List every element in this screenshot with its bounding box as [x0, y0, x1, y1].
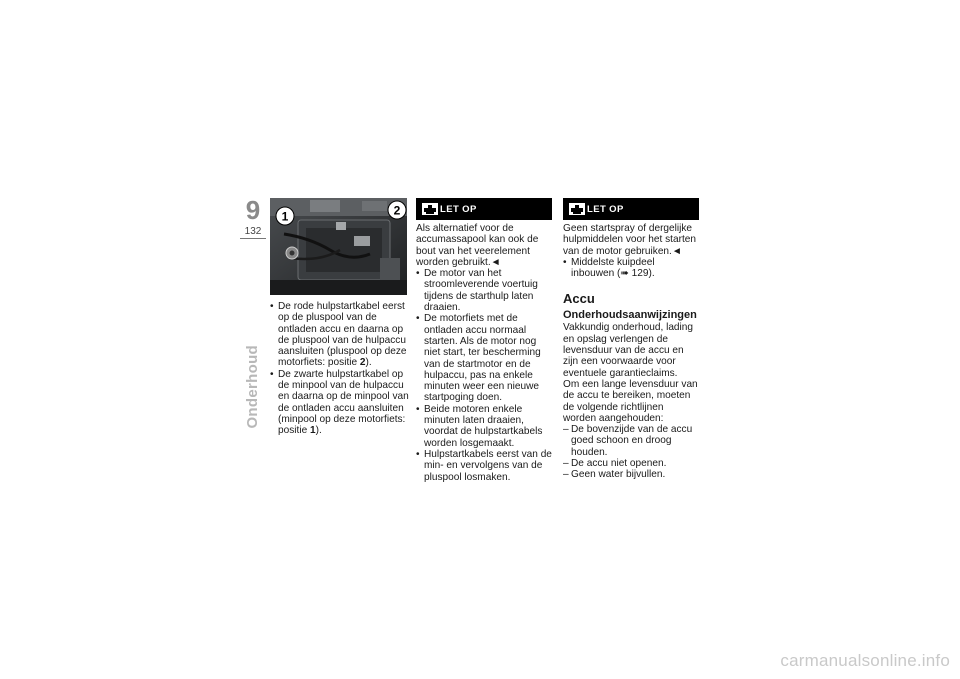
list-item-tail: ).: [365, 357, 372, 369]
list-item: • De motorfiets met de ontladen accu normaal starten. Als de motor nog niet start, ter bescherming van de startmotor en de hulpaccu, pas na enkele minuten weer een nieuwe startpoging doen.: [416, 313, 552, 403]
paragraph: Vakkundig onderhoud, lading en opslag verlengen de levensduur van de accu en zijn een voorwaarde voor eventuele garantieclaims.: [563, 322, 694, 379]
list-item: • Beide motoren enkele minuten laten draaien, voordat de hulpstartkabels worden losgemaakt.: [416, 404, 552, 449]
position-ref: 2: [359, 357, 366, 369]
list-item: • De motor van het stroomleverende voertuig tijdens de starthulp laten draaien.: [416, 268, 552, 313]
caution-banner: [563, 198, 699, 220]
section-heading-accu: Accu: [563, 291, 595, 307]
list-item: – Geen water bijvullen.: [563, 469, 699, 480]
list-item-text: De rode hulpstartkabel eerst op de pluspool van de ontladen accu en daarna op de pluspool van de hulpaccu aansluiten (pluspool op deze motorfiets: positie: [278, 301, 407, 369]
jumpstart-steps-list: [270, 301, 410, 437]
position-ref: 1: [309, 425, 316, 437]
subheading-maintenance: Onderhoudsaanwijzingen: [563, 309, 697, 322]
maintenance-guidelines-list: [563, 424, 699, 480]
engine-photo-illustration: [270, 198, 407, 295]
list-item-text: De zwarte hulpstartkabel op de minpool van de hulpaccu en daarna op de minpool van de ontladen accu aansluiten (minpool op deze motorfiets: positie: [278, 368, 409, 437]
jumpstart-procedure-list: [416, 268, 552, 483]
section-title: Onderhoud: [244, 345, 261, 429]
caution-text: Als alternatief voor de accumassapool kan ook de bout van het veerelement worden gebruikt.◄: [416, 223, 539, 268]
list-item: • Middelste kuipdeel inbouwen (➠ 129).: [563, 257, 699, 280]
list-item: – De accu niet openen.: [563, 458, 699, 469]
callout-1: 1: [281, 209, 289, 224]
watermark: carmanualsonline.info: [780, 651, 950, 670]
caution-hand-icon: [568, 202, 586, 216]
caution-label: LET OP: [440, 204, 477, 215]
caution-text: Geen startspray of dergelijke hulpmiddelen voor het starten van de motor gebruiken.◄: [563, 223, 696, 257]
caution-banner: [416, 198, 552, 220]
list-item-tail: ).: [315, 425, 322, 437]
reassembly-list: [563, 257, 699, 280]
section-title-vertical: [240, 345, 266, 445]
list-item: [270, 301, 410, 369]
page-number: 132: [244, 226, 262, 237]
sidebar-divider: [240, 238, 266, 239]
list-item: – De bovenzijde van de accu goed schoon en droog houden.: [563, 424, 699, 458]
callout-2: 2: [393, 203, 401, 218]
list-item: [270, 369, 410, 437]
column-2: [416, 198, 552, 483]
paragraph: Om een lange levensduur van de accu te bereiken, moeten de volgende richtlijnen worden aangehouden:: [563, 378, 698, 424]
caution-hand-icon: [421, 202, 439, 216]
list-item: • Hulpstartkabels eerst van de min- en vervolgens van de pluspool losmaken.: [416, 449, 552, 483]
battery-jumpstart-photo: [270, 198, 407, 295]
column-1: [270, 301, 410, 437]
caution-label: LET OP: [587, 204, 624, 215]
chapter-number: 9: [245, 195, 261, 225]
column-3: [563, 198, 699, 481]
